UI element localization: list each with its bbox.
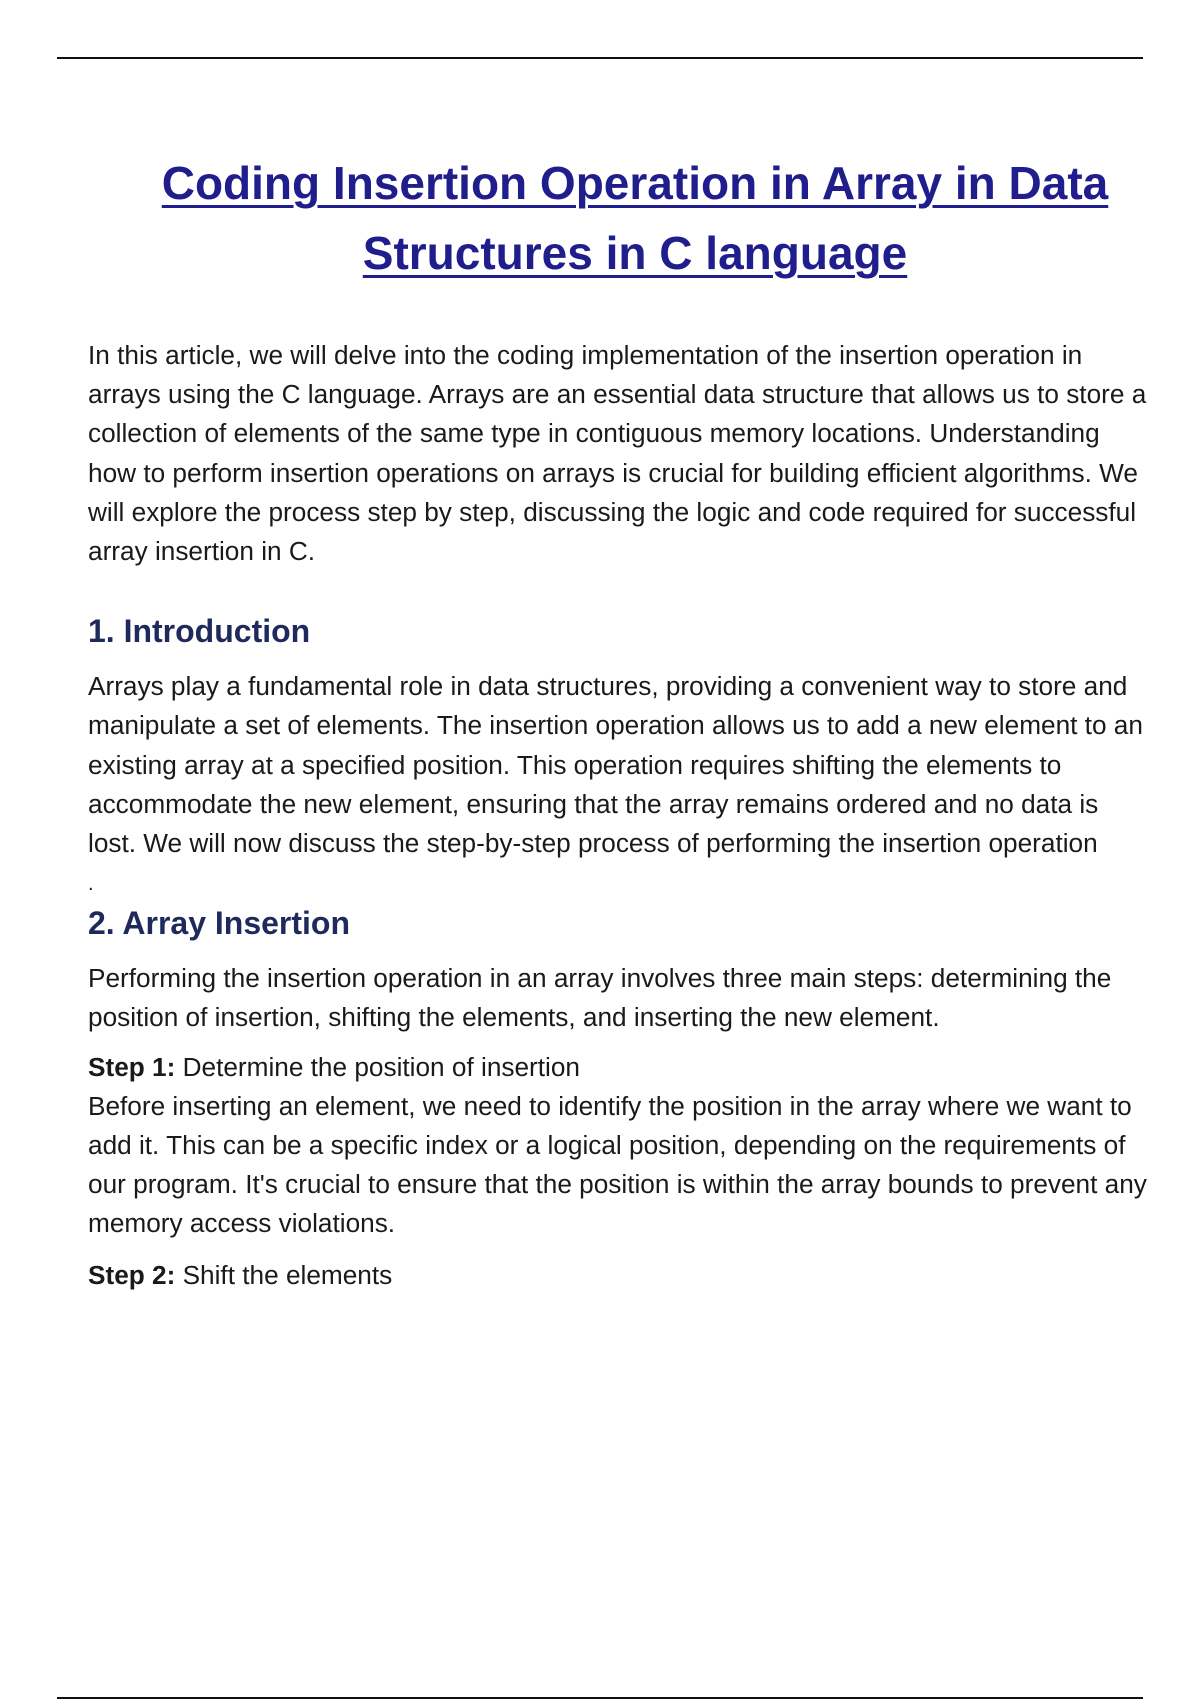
step-2-title: Shift the elements xyxy=(175,1259,393,1290)
step-2-label: Step 2: xyxy=(88,1259,176,1290)
section-heading-introduction: 1. Introduction xyxy=(88,613,311,650)
step-1-title: Determine the position of insertion xyxy=(175,1051,580,1082)
stray-period: . xyxy=(88,873,94,896)
bottom-rule xyxy=(57,1697,1143,1699)
document-page xyxy=(88,148,1148,1295)
step-1-label: Step 1: xyxy=(88,1051,176,1082)
top-rule xyxy=(57,57,1143,59)
step-1-line xyxy=(88,1048,1148,1087)
step-1-paragraph: Before inserting an element, we need to identify the position in the array where we want to add it. This can be a specific index or a logical position, depending on the requirements of our program. It's crucial to ensure that the position is within the array bounds to prevent any memory access violations. xyxy=(88,1090,1147,1239)
step-2-line xyxy=(88,1256,1148,1295)
introduction-paragraph: Arrays play a fundamental role in data structures, providing a convenient way to store and manipulate a set of elements. The insertion operation allows us to add a new element to an existing array at a specified position. This operation requires shifting the elements to accommodate the new element, ensuring that the array remains ordered and no data is lost. We will now discuss the step-by-step process of performing the insertion operation xyxy=(88,671,1143,859)
section-heading-array-insertion: 2. Array Insertion xyxy=(88,905,351,942)
page-title: Coding Insertion Operation in Array in Data Structures in C language xyxy=(161,157,1109,279)
array-insertion-paragraph: Performing the insertion operation in an array involves three main steps: determining the position of insertion, shifting the elements, and inserting the new element. xyxy=(88,963,1112,1033)
intro-paragraph: In this article, we will delve into the coding implementation of the insertion operation in arrays using the C language. Arrays are an essential data structure that allows us to store a collection of elements of the same type in contiguous memory locations. Understanding how to perform insertion operations on arrays is crucial for building efficient algorithms. We will explore the process step by step, discussing the logic and code required for successful array insertion in C. xyxy=(88,340,1147,567)
